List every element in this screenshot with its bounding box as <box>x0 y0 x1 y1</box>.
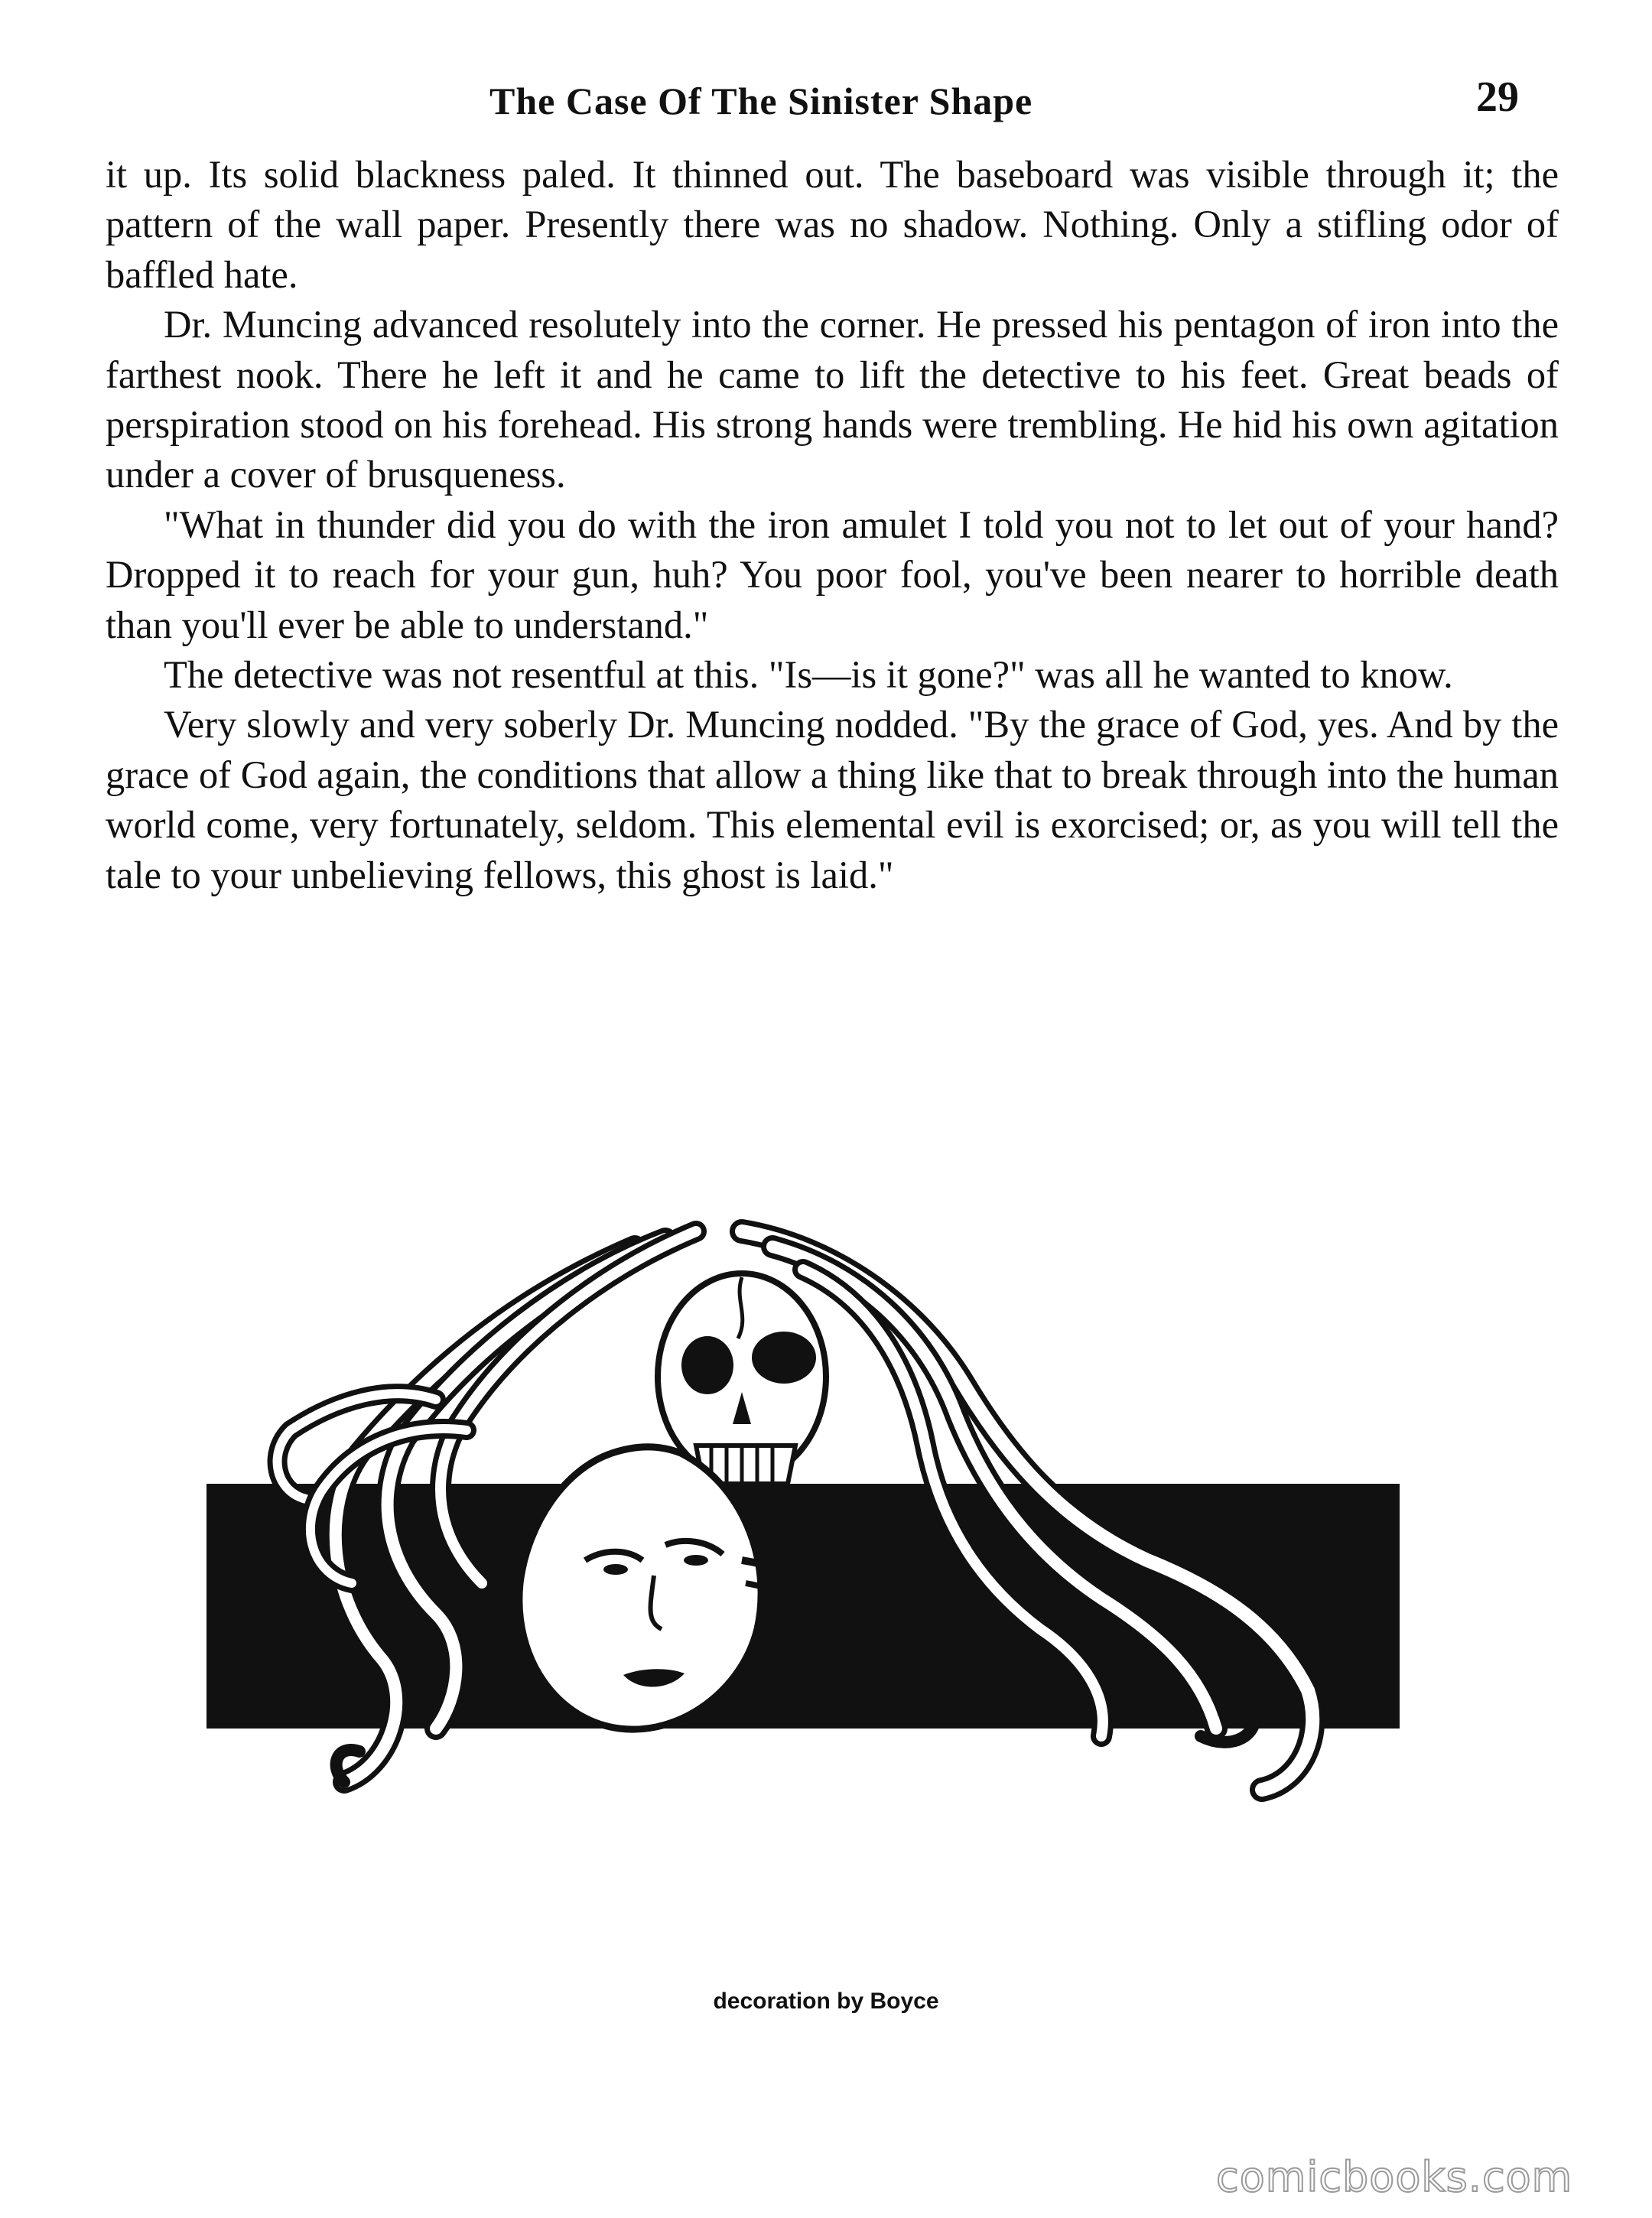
paragraph: Dr. Muncing advanced resolutely into the corner. He pressed his pentagon of iron into the farthest nook. There he left it and he came to lift the detective to his feet. Great beads of perspiration stood on his forehead. His strong hands were trembling. He hid his own agitation under a cover of brusqueness. <box>106 303 1559 496</box>
decoration-illustration <box>206 1201 1446 1866</box>
paragraph-continued: it up. Its solid blackness paled. It thinned out. The baseboard was visible through it; the pattern of the wall paper. Presently there was no shadow. Nothing. Only a stifling odor of baffled hate. <box>106 153 1559 296</box>
running-head <box>0 73 1652 134</box>
decorative-dot <box>1325 1698 1341 1713</box>
paragraph: The detective was not resentful at this. "Is—is it gone?" was all he wanted to know. <box>164 653 1453 697</box>
page-number: 29 <box>1476 73 1519 121</box>
illustration-credit: decoration by Boyce <box>713 1989 939 2014</box>
paragraph: Very slowly and very soberly Dr. Muncing nodded. "By the grace of God, yes. And by the grace of God again, the conditions that allow a thing like that to break through into the human world come, very fortunately, seldom. This elemental evil is exorcised; or, as you will tell the tale to your unbelieving fellows, this ghost is laid." <box>106 703 1559 896</box>
watermark: comicbooks.com <box>1216 2153 1573 2201</box>
paragraph: "What in thunder did you do with the iron amulet I told you not to let out of your hand? Dropped it to reach for your gun, huh? You poor fool, you've been nearer to horrible death than you'll ever be able to understand." <box>106 502 1559 646</box>
story-text <box>106 150 1559 900</box>
running-title: The Case Of The Sinister Shape <box>489 80 1033 122</box>
